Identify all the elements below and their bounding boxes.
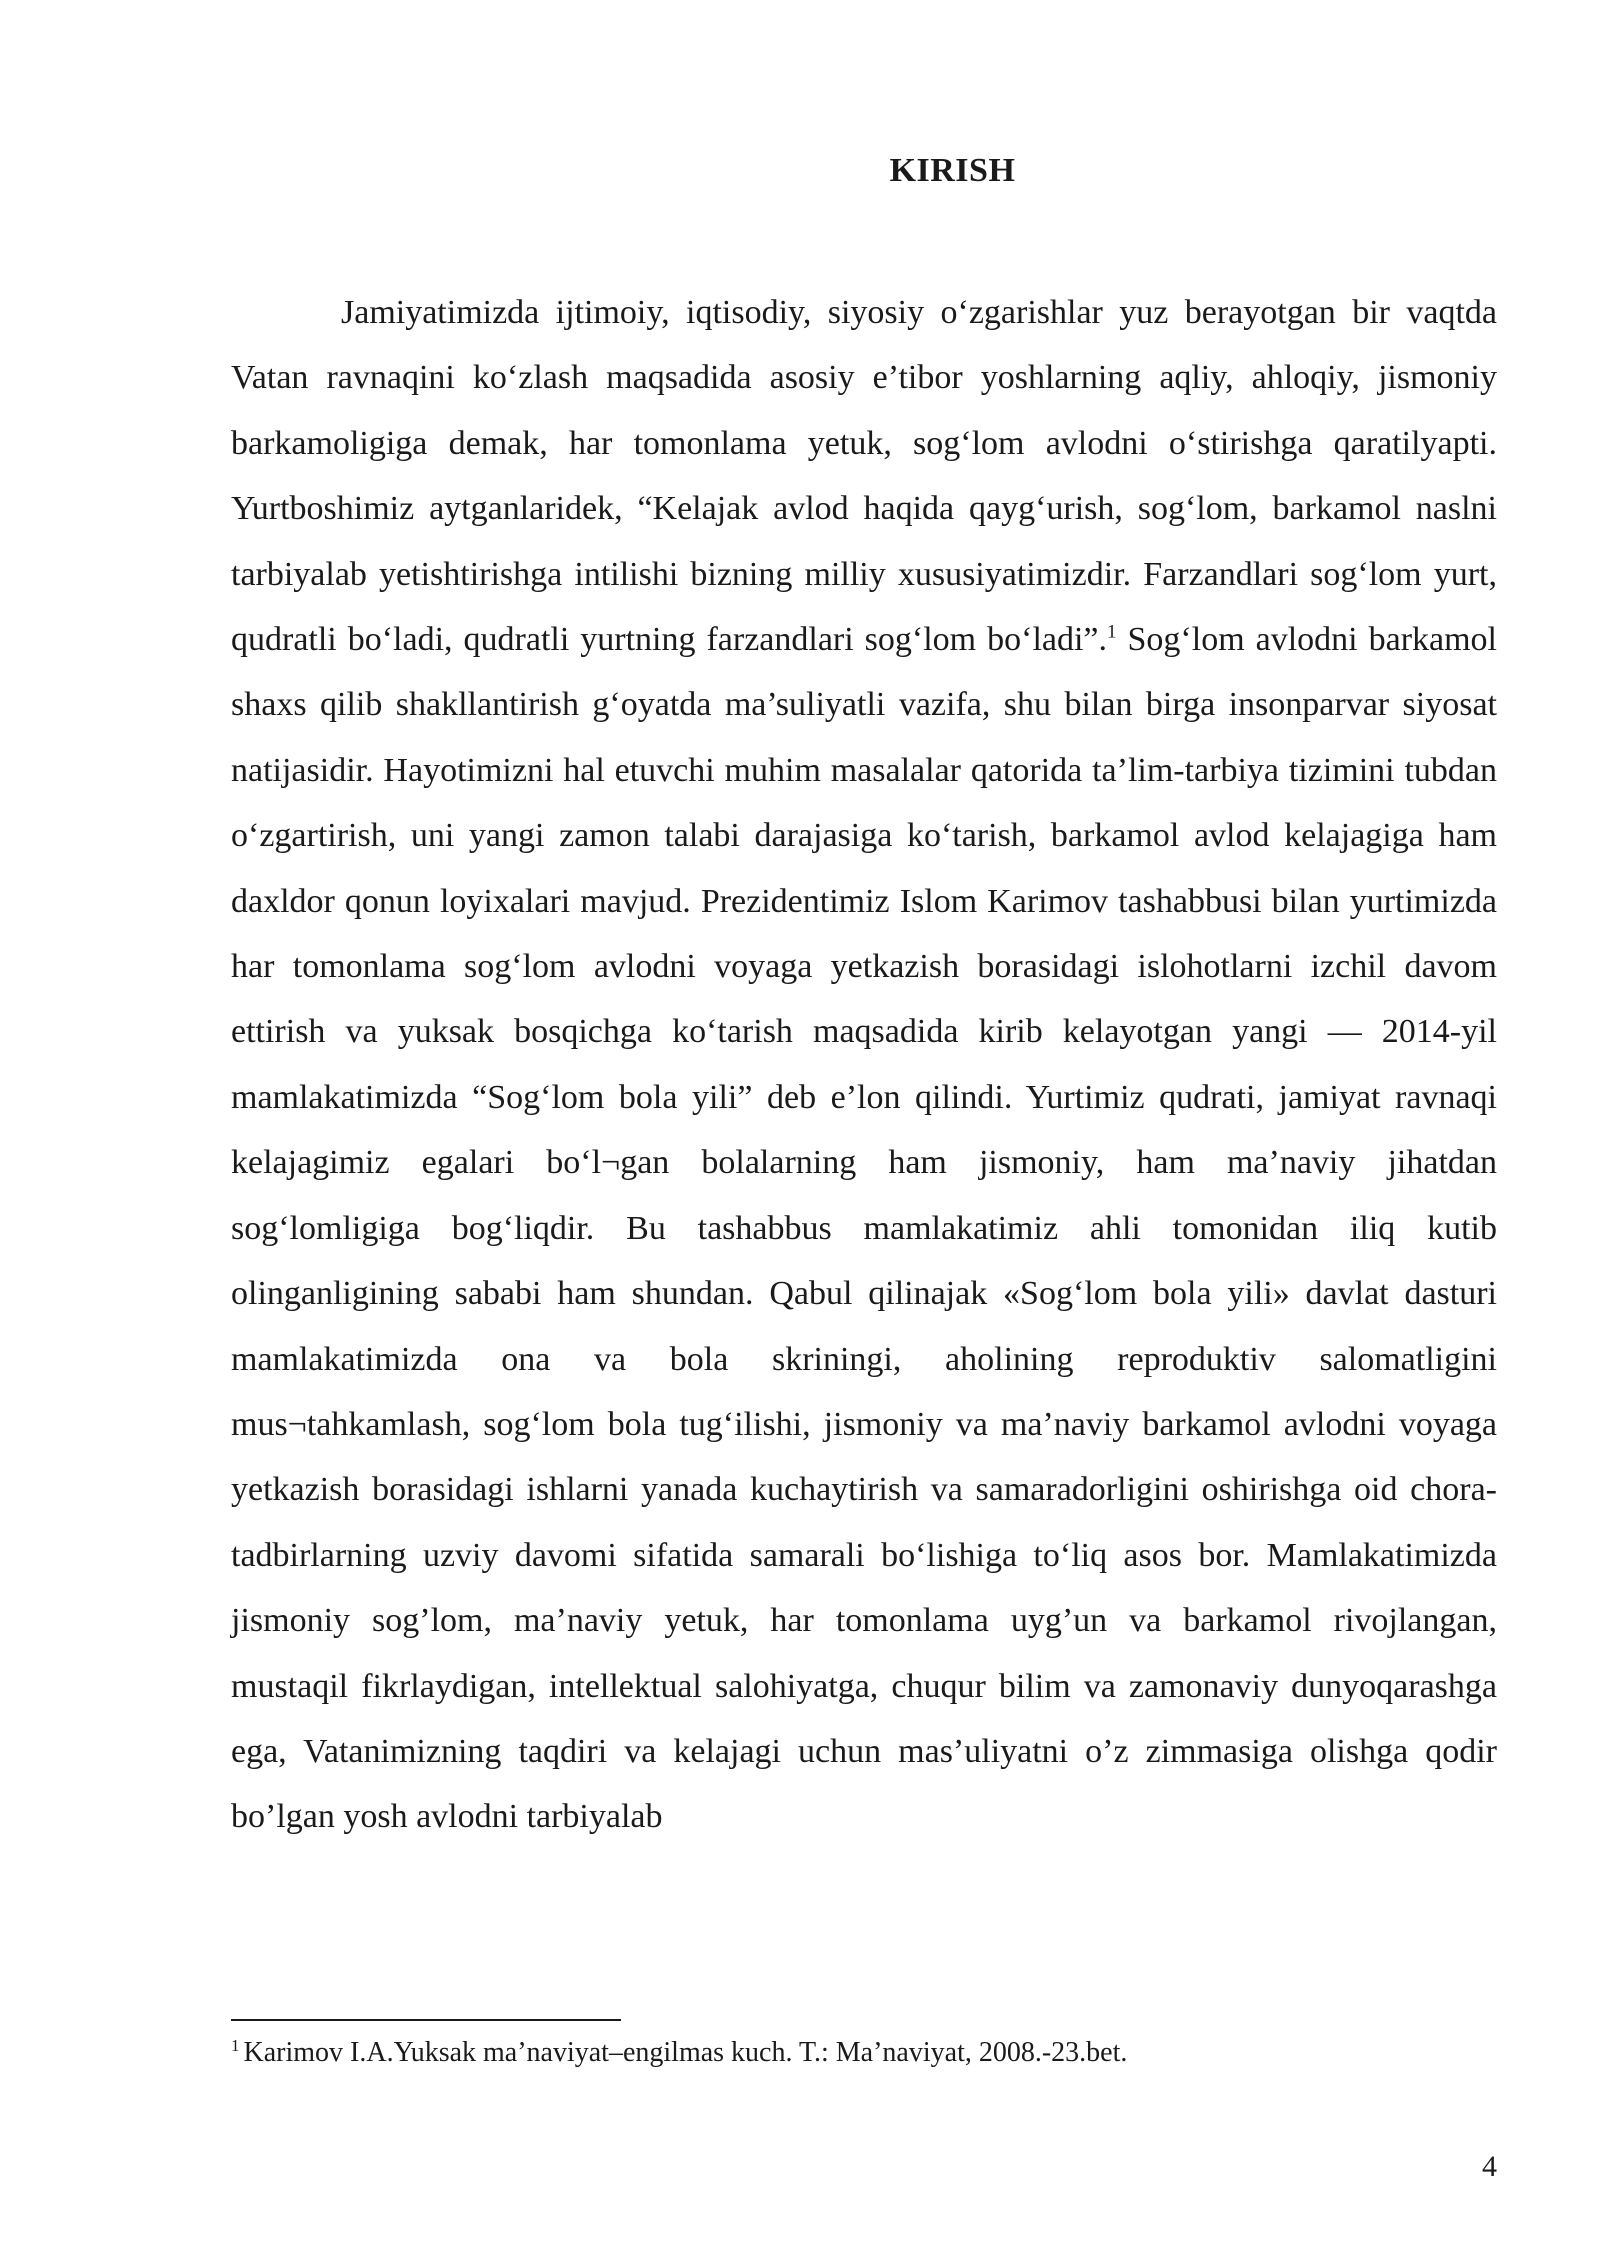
section-heading: KIRISH (889, 152, 1016, 189)
body-paragraph (231, 280, 1497, 1850)
footnote-separator (231, 2019, 621, 2021)
page-number: 4 (1482, 2150, 1497, 2183)
body-text-part-2: Sog‘lom avlodni barkamol shaxs qilib shakllantirish g‘oyatda ma’suliyatli vazifa, shu bilan birga insonparvar siyosat natijasidir. Hayotimizni hal etuvchi muhim masalalar qatorida ta’lim-tarbiya tizimini tubdan o‘zgartirish, uni yangi zamon talabi darajasiga ko‘tarish, barkamol avlod kelajagiga ham daxldor qonun loyixalari mavjud. Prezidentimiz Islom Karimov tashabbusi bilan yurtimizda har tomonlama sog‘lom avlodni voyaga yetkazish borasidagi islohotlarni izchil davom ettirish va yuksak bosqichga ko‘tarish maqsadida kirib kelayotgan yangi — 2014-yil mamlakatimizda “Sog‘lom bola yili” deb e’lon qilindi. Yurtimiz qudrati, jamiyat ravnaqi kelajagimiz egalari bo‘l¬gan bolalarning ham jismoniy, ham ma’naviy jihatdan sog‘lomligiga bog‘liqdir. Bu tashabbus mamlakatimiz ahli tomonidan iliq kutib olinganligining sababi ham shundan. Qabul qilinajak «Sog‘lom bola yili» davlat dasturi mamlakatimizda ona va bola skriningi, aholining reproduktiv salomatligini mus¬tahkamlash, sog‘lom bola tug‘ilishi, jismoniy va ma’naviy barkamol avlodni voyaga yetkazish borasidagi ishlarni yanada kuchaytirish va samaradorligini oshirishga oid chora-tadbirlarning uzviy davomi sifatida samarali bo‘lishiga to‘liq asos bor. Mamlakatimizda jismoniy sog’lom, ma’naviy yetuk, har tomonlama uyg’un va barkamol rivojlangan, mustaqil fikrlaydigan, intellektual salohiyatga, chuqur bilim va zamonaviy dunyoqarashga ega, Vatanimizning taqdiri va kelajagi uchun mas’uliyatni o’z zimmasiga olishga qodir bo’lgan yosh avlodni tarbiyalab (231, 621, 1497, 1836)
footnote-text: Karimov I.A.Yuksak ma’naviyat–engilmas kuch. T.: Ma’naviyat, 2008.-23.bet. (243, 2037, 1128, 2068)
footnote (231, 2035, 1497, 2071)
body-text-part-1: Jamiyatimizda ijtimoiy, iqtisodiy, siyosiy o‘zgarishlar yuz berayotgan bir vaqtda Vatan ravnaqini ko‘zlash maqsadida asosiy e’tibor yoshlarning aqliy, ahloqiy, jismoniy barkamoligiga demak, har tomonlama yetuk, sog‘lom avlodni o‘stirishga qaratilyapti. Yurtboshimiz aytganlaridek, “Kelajak avlod haqida qayg‘urish, sog‘lom, barkamol naslni tarbiyalab yetishtirishga intilishi bizning milliy xususiyatimizdir. Farzandlari sog‘lom yurt, qudratli bo‘ladi, qudratli yurtning farzandlari sog‘lom bo‘ladi”. (231, 294, 1497, 659)
footnote-number: 1 (231, 2035, 240, 2055)
footnote-reference: 1 (1107, 621, 1117, 643)
